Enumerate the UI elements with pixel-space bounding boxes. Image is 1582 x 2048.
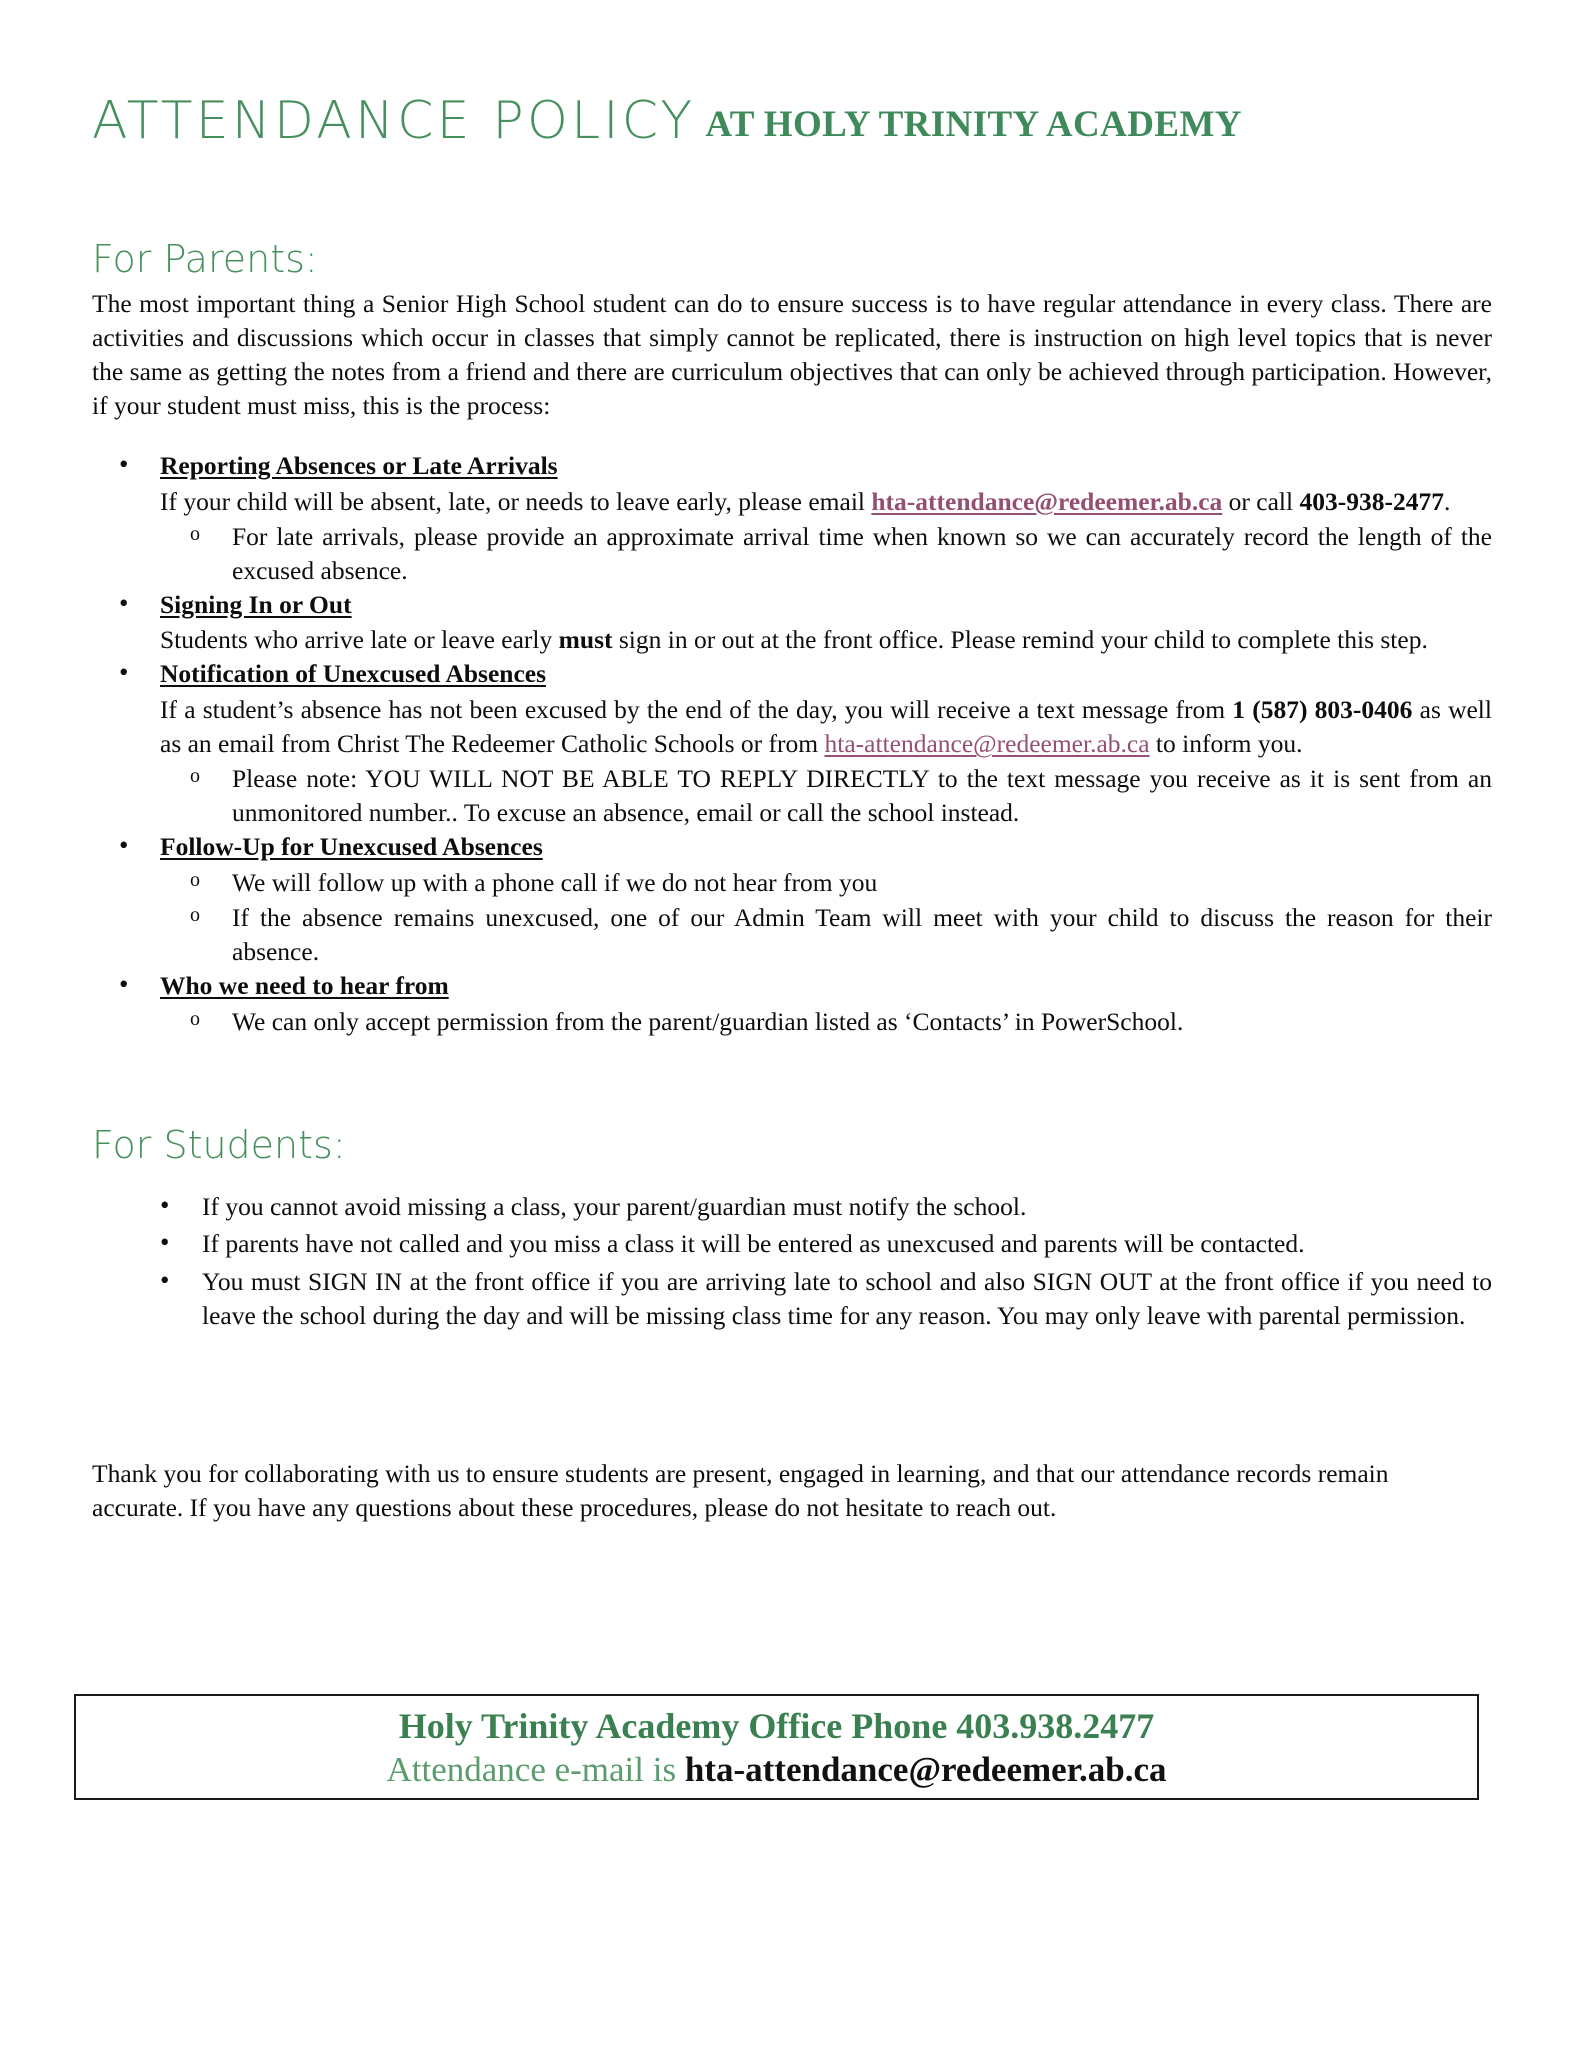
text-run: or call [1222, 486, 1300, 516]
footer-attendance-email [387, 1749, 1167, 1791]
list-item [92, 830, 1492, 969]
closing-paragraph: Thank you for collaborating with us to ensure students are present, engaged in learning, and that our attendance records remain accurate. If you have any questions about these procedures, please do not hesitate to reach out. [92, 1458, 1389, 1522]
list-item [92, 449, 1492, 588]
section-heading-parents: For Parents: [92, 237, 318, 281]
document-content [92, 0, 1492, 1550]
text-run: as well as an email from Christ The Redeemer Catholic Schools or from [160, 695, 1492, 759]
footer-email-label: Attendance e-mail is [386, 1750, 685, 1790]
list-item [92, 969, 1492, 1039]
email-link-attendance[interactable]: hta-attendance@redeemer.ab.ca [871, 486, 1223, 516]
sub-list-item: o We can only accept permission from the parent/guardian listed as ‘Contacts’ in PowerSchool. [160, 1005, 1492, 1039]
sub-list-item: o If the absence remains unexcused, one of our Admin Team will meet with your child to discuss the reason for their absence. [160, 901, 1492, 969]
page-title [92, 91, 1492, 151]
list-item-body [160, 693, 1492, 761]
sub-list-item: o For late arrivals, please provide an approximate arrival time when known so we can accurately record the length of the excused absence. [160, 520, 1492, 588]
footer-contact-box [74, 1694, 1479, 1800]
footer-office-phone: Holy Trinity Academy Office Phone 403.938.2477 [398, 1705, 1155, 1746]
list-item [92, 588, 1492, 658]
list-item: • If you cannot avoid missing a class, your parent/guardian must notify the school. [92, 1190, 1492, 1224]
sub-bullet-list [160, 762, 1492, 830]
list-item-heading: Signing In or Out [160, 589, 352, 619]
footer-email-address[interactable]: hta-attendance@redeemer.ab.ca [684, 1750, 1167, 1790]
text-run: Students who arrive late or leave early [160, 625, 559, 655]
list-item-heading: Who we need to hear from [160, 970, 449, 1000]
sub-list-item: o We will follow up with a phone call if we do not hear from you [160, 866, 1492, 900]
page-title-subtitle: AT HOLY TRINITY ACADEMY [705, 104, 1242, 145]
list-item-heading: Reporting Absences or Late Arrivals [160, 450, 558, 480]
parents-bullet-list [92, 449, 1492, 1039]
list-item-heading: Follow-Up for Unexcused Absences [160, 832, 543, 862]
text-run: . [1443, 486, 1451, 516]
sub-bullet-list [160, 1005, 1492, 1039]
text-run: to inform you. [1149, 729, 1303, 759]
students-bullet-list [92, 1190, 1492, 1332]
list-item: • You must SIGN IN at the front office if you are arriving late to school and also SIGN OUT at the front office if you need to leave the school during the day and will be missing class time for any reason. You may only leave with parental permission. [92, 1265, 1492, 1333]
sub-bullet-list [160, 866, 1492, 969]
page-title-main: ATTENDANCE POLICY [92, 91, 696, 151]
text-run: If your child will be absent, late, or needs to leave early, please email [160, 486, 872, 516]
list-item-heading: Notification of Unexcused Absences [160, 659, 547, 689]
list-item: • If parents have not called and you miss a class it will be entered as unexcused and parents will be contacted. [92, 1227, 1492, 1261]
text-message-phone-number: 1 (587) 803-0406 [1232, 695, 1413, 725]
list-item [92, 657, 1492, 830]
text-run: sign in or out at the front office. Please remind your child to complete this step. [612, 625, 1428, 655]
sub-bullet-list [160, 520, 1492, 588]
list-item-body [160, 485, 1492, 519]
email-link-attendance-secondary[interactable]: hta-attendance@redeemer.ab.ca [824, 729, 1150, 759]
section-heading-students: For Students: [92, 1122, 346, 1167]
office-phone-number: 403-938-2477 [1299, 486, 1444, 516]
emphasis-must: must [558, 625, 613, 655]
list-item-body [160, 623, 1492, 657]
sub-list-item: o Please note: YOU WILL NOT BE ABLE TO REPLY DIRECTLY to the text message you receive as it is sent from an unmonitored number.. To excuse an absence, email or call the school instead. [160, 762, 1492, 830]
parents-intro-paragraph: The most important thing a Senior High School student can do to ensure success is to have regular attendance in every class. There are activities and discussions which occur in classes that simply cannot be replicated, there is instruction on high level topics that is never the same as getting the notes from a friend and there are curriculum objectives that can only be achieved through participation. However, if your student must miss, this is the process: [92, 288, 1492, 420]
text-run: If a student’s absence has not been excused by the end of the day, you will receive a text message from [160, 695, 1233, 725]
